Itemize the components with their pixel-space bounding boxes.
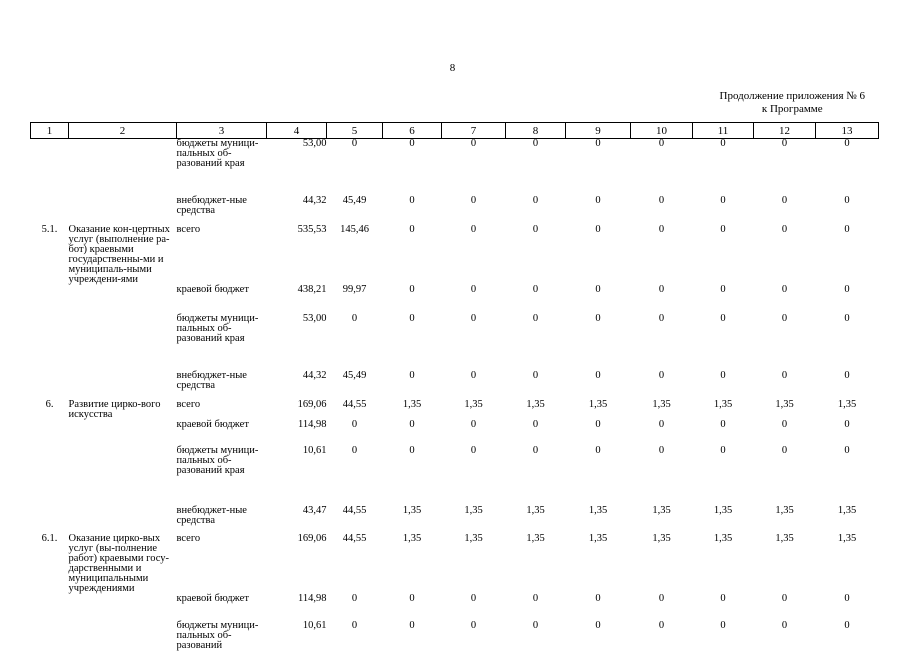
table-row	[31, 621, 879, 666]
amount-cell: 0	[532, 418, 539, 430]
amount-cell: 438,21	[297, 283, 327, 295]
amount-cell: 0	[720, 283, 726, 295]
funding-source: бюджеты муници-пальных об-разований	[176, 619, 259, 651]
table-row	[31, 506, 879, 534]
amount-cell: 0	[781, 194, 788, 206]
col-header: 13	[816, 123, 879, 139]
funding-source: всего	[176, 398, 201, 410]
amount-cell: 0	[470, 312, 477, 324]
amount-cell: 0	[409, 194, 415, 206]
funding-source: бюджеты муници-пальных об-разований края	[176, 312, 259, 344]
amount-cell: 1,35	[775, 504, 794, 516]
amount-cell: 45,49	[342, 369, 367, 381]
funding-source: краевой бюджет	[176, 592, 249, 604]
activity-name: Оказание цирко-вых услуг (вы-полнение работ) краевыми госу-дарственными и муниципальными учреждениями	[68, 532, 169, 594]
amount-cell: 0	[781, 138, 788, 149]
amount-cell: 0	[409, 369, 415, 381]
amount-cell: 0	[844, 312, 850, 324]
amount-cell: 1,35	[402, 532, 422, 544]
amount-cell: 0	[595, 283, 601, 295]
amount-cell: 0	[658, 312, 665, 324]
funding-source: всего	[176, 532, 201, 544]
row-number	[31, 285, 69, 314]
amount-cell: 1,35	[588, 532, 608, 544]
table-row	[31, 446, 879, 506]
amount-cell: 0	[781, 592, 788, 604]
row-number: 6.	[45, 398, 54, 410]
activity-name	[69, 594, 177, 621]
amount-cell: 0	[532, 194, 539, 206]
funding-source: бюджеты муници-пальных об-разований края	[176, 138, 259, 169]
amount-cell: 169,06	[297, 398, 327, 410]
amount-cell: 0	[351, 592, 358, 604]
amount-cell: 0	[470, 619, 477, 631]
amount-cell: 1,35	[464, 504, 483, 516]
amount-cell: 0	[351, 444, 358, 456]
amount-cell: 44,32	[302, 369, 327, 381]
row-number: 6.1.	[41, 532, 58, 544]
amount-cell: 0	[532, 619, 539, 631]
amount-cell: 44,32	[302, 194, 327, 206]
page-number: 8	[449, 62, 456, 74]
amount-cell: 45,49	[342, 194, 367, 206]
activity-name	[69, 420, 177, 446]
amount-cell: 1,35	[713, 398, 733, 410]
amount-cell: 1,35	[402, 398, 422, 410]
row-number	[31, 196, 69, 225]
amount-cell: 53,00	[302, 312, 327, 324]
amount-cell: 1,35	[464, 532, 483, 544]
amount-cell: 43,47	[302, 504, 327, 516]
col-header: 11	[693, 123, 754, 139]
amount-cell: 0	[532, 444, 539, 456]
amount-cell: 114,98	[298, 418, 327, 430]
row-number	[31, 139, 69, 196]
row-number	[31, 371, 69, 400]
amount-cell: 0	[720, 418, 726, 430]
activity-name: Оказание кон-цертных услуг (выполнение ра-бот) краевыми государственны-ми и муниципаль-ными учреждени-ями	[68, 223, 170, 285]
appendix-line-2: к Программе	[761, 103, 823, 115]
amount-cell: 0	[409, 283, 415, 295]
activity-name	[69, 314, 177, 371]
amount-cell: 0	[470, 283, 477, 295]
amount-cell: 0	[351, 312, 358, 324]
amount-cell: 0	[844, 619, 850, 631]
amount-cell: 0	[595, 194, 601, 206]
activity-name	[69, 446, 177, 506]
amount-cell: 0	[720, 619, 726, 631]
col-header: 10	[631, 123, 693, 139]
col-header: 7	[442, 123, 506, 139]
amount-cell: 0	[595, 223, 601, 235]
amount-cell: 0	[409, 223, 415, 235]
amount-cell: 0	[658, 283, 665, 295]
amount-cell: 0	[595, 444, 601, 456]
funding-source: внебюджет-ные средства	[176, 504, 247, 526]
amount-cell: 1,35	[588, 504, 608, 516]
amount-cell: 0	[532, 283, 539, 295]
amount-cell: 44,55	[342, 504, 367, 516]
amount-cell: 10,61	[302, 619, 327, 631]
amount-cell: 0	[470, 418, 477, 430]
amount-cell: 99,97	[342, 283, 367, 295]
amount-cell: 0	[781, 283, 788, 295]
col-header: 2	[69, 123, 177, 139]
amount-cell: 1,35	[837, 532, 857, 544]
amount-cell: 0	[658, 418, 665, 430]
amount-cell: 0	[844, 418, 850, 430]
activity-name	[69, 371, 177, 400]
amount-cell: 535,53	[297, 223, 327, 235]
amount-cell: 0	[781, 223, 788, 235]
amount-cell: 145,46	[340, 223, 369, 235]
amount-cell: 0	[720, 223, 726, 235]
amount-cell: 0	[844, 138, 850, 149]
amount-cell: 0	[470, 592, 477, 604]
activity-name	[69, 285, 177, 314]
row-number: 5.1.	[41, 223, 58, 235]
amount-cell: 0	[658, 619, 665, 631]
amount-cell: 0	[781, 444, 788, 456]
table-row	[31, 420, 879, 446]
amount-cell: 1,35	[713, 504, 733, 516]
funding-source: краевой бюджет	[176, 418, 249, 430]
table-row	[31, 225, 879, 285]
amount-cell: 0	[720, 592, 726, 604]
amount-cell: 0	[720, 138, 726, 149]
funding-source: краевой бюджет	[176, 283, 249, 295]
col-header: 6	[383, 123, 442, 139]
row-number	[31, 594, 69, 621]
amount-cell: 1,35	[526, 398, 545, 410]
table-row	[31, 285, 879, 314]
amount-cell: 0	[595, 619, 601, 631]
col-header: 8	[506, 123, 566, 139]
amount-cell: 0	[409, 619, 415, 631]
col-header: 12	[754, 123, 816, 139]
amount-cell: 0	[409, 444, 415, 456]
amount-cell: 0	[720, 194, 726, 206]
row-number	[31, 420, 69, 446]
amount-cell: 0	[532, 223, 539, 235]
activity-name	[69, 139, 177, 196]
amount-cell: 0	[470, 138, 477, 149]
amount-cell: 0	[532, 592, 539, 604]
amount-cell: 0	[844, 194, 850, 206]
row-number	[31, 506, 69, 534]
amount-cell: 0	[532, 369, 539, 381]
amount-cell: 0	[844, 223, 850, 235]
amount-cell: 0	[781, 369, 788, 381]
amount-cell: 1,35	[775, 398, 794, 410]
amount-cell: 0	[844, 283, 850, 295]
col-header: 5	[327, 123, 383, 139]
table-row	[31, 371, 879, 400]
amount-cell: 0	[781, 312, 788, 324]
amount-cell: 0	[409, 592, 415, 604]
row-number	[31, 446, 69, 506]
appendix-caption	[720, 90, 865, 116]
amount-cell: 53,00	[302, 138, 327, 149]
amount-cell: 0	[720, 444, 726, 456]
amount-cell: 0	[720, 369, 726, 381]
amount-cell: 0	[409, 418, 415, 430]
funding-source: внебюджет-ные средства	[176, 369, 247, 391]
col-header: 9	[566, 123, 631, 139]
activity-name	[69, 506, 177, 534]
amount-cell: 0	[658, 592, 665, 604]
amount-cell: 114,98	[298, 592, 327, 604]
amount-cell: 0	[844, 592, 850, 604]
funding-source: бюджеты муници-пальных об-разований края	[176, 444, 259, 476]
amount-cell: 1,35	[464, 398, 483, 410]
amount-cell: 0	[351, 418, 358, 430]
amount-cell: 44,55	[342, 532, 367, 544]
amount-cell: 1,35	[713, 532, 733, 544]
amount-cell: 0	[658, 194, 665, 206]
amount-cell: 0	[658, 444, 665, 456]
amount-cell: 1,35	[402, 504, 422, 516]
amount-cell: 0	[658, 223, 665, 235]
amount-cell: 1,35	[652, 398, 671, 410]
amount-cell: 1,35	[526, 532, 545, 544]
amount-cell: 0	[595, 138, 601, 149]
amount-cell: 0	[595, 312, 601, 324]
table-row	[31, 594, 879, 621]
amount-cell: 0	[720, 312, 726, 324]
amount-cell: 0	[470, 223, 477, 235]
table-row	[31, 400, 879, 420]
amount-cell: 0	[595, 592, 601, 604]
amount-cell: 0	[658, 138, 665, 149]
amount-cell: 0	[351, 619, 358, 631]
amount-cell: 0	[470, 444, 477, 456]
funding-source: внебюджет-ные средства	[176, 194, 247, 216]
funding-source: всего	[176, 223, 201, 235]
amount-cell: 169,06	[297, 532, 327, 544]
amount-cell: 1,35	[837, 398, 857, 410]
appendix-line-1: Продолжение приложения № 6	[719, 90, 865, 102]
col-header: 3	[177, 123, 267, 139]
amount-cell: 0	[844, 369, 850, 381]
activity-name: Развитие цирко-вого искусства	[68, 398, 161, 420]
table-body	[31, 139, 879, 666]
activity-name	[69, 196, 177, 225]
amount-cell: 0	[781, 619, 788, 631]
amount-cell: 0	[781, 418, 788, 430]
row-number	[31, 314, 69, 371]
column-numbers-header	[31, 123, 879, 139]
amount-cell: 44,55	[342, 398, 367, 410]
amount-cell: 1,35	[652, 532, 671, 544]
amount-cell: 1,35	[652, 504, 671, 516]
amount-cell: 0	[470, 194, 477, 206]
amount-cell: 0	[532, 312, 539, 324]
amount-cell: 0	[470, 369, 477, 381]
amount-cell: 1,35	[526, 504, 545, 516]
amount-cell: 1,35	[775, 532, 794, 544]
row-number	[31, 621, 69, 666]
activity-name	[69, 621, 177, 666]
amount-cell: 0	[595, 418, 601, 430]
budget-table	[30, 122, 879, 666]
amount-cell: 0	[351, 138, 358, 149]
table-row	[31, 534, 879, 594]
table-row	[31, 139, 879, 196]
amount-cell: 0	[532, 138, 539, 149]
amount-cell: 10,61	[302, 444, 327, 456]
amount-cell: 0	[409, 138, 415, 149]
amount-cell: 0	[409, 312, 415, 324]
amount-cell: 0	[658, 369, 665, 381]
amount-cell: 1,35	[588, 398, 608, 410]
col-header: 4	[267, 123, 327, 139]
amount-cell: 1,35	[837, 504, 857, 516]
col-header: 1	[31, 123, 69, 139]
table-row	[31, 196, 879, 225]
amount-cell: 0	[595, 369, 601, 381]
table-row	[31, 314, 879, 371]
amount-cell: 0	[844, 444, 850, 456]
